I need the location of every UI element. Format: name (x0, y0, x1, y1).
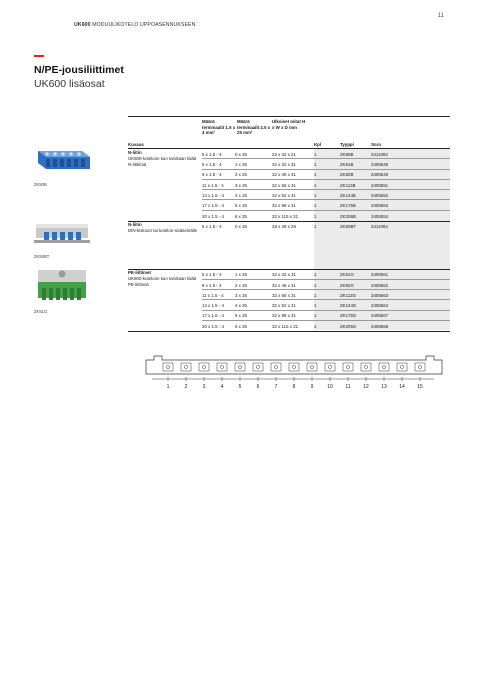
table-cell: ZK82B (340, 172, 354, 178)
table-cell: 3405548 (371, 162, 389, 168)
table-cell: 23 x 32 x 21 (272, 151, 296, 157)
table-bottom-rule (128, 331, 450, 332)
table-cell: ZK113G (340, 292, 357, 298)
page-title: N/PE-jousiliittimet (34, 64, 124, 76)
table-cell: ZK50BT (340, 224, 357, 230)
table-cell: ZK175B (340, 203, 356, 209)
terminal-screw (292, 365, 295, 368)
header-snro: Snro (371, 142, 382, 147)
table-cell: ZK50B (340, 151, 354, 157)
header-kpl: Kpl (314, 142, 322, 147)
table-cell: ZK144G (340, 303, 357, 309)
table-cell: 0 x 25 (235, 224, 247, 230)
terminal-unit (199, 363, 209, 371)
header-tyyppi: Tyyppi (340, 142, 354, 147)
diagram-number: 11 (345, 384, 351, 390)
header-text: MODUULIKOTELO UPPOASENNUKSEEN (92, 22, 196, 28)
diagram-number: 8 (292, 384, 296, 390)
terminal-screw (220, 365, 223, 368)
terminal-screw (418, 365, 421, 368)
product-image-zk50bt (32, 218, 94, 257)
terminal-screw (328, 365, 331, 368)
table-cell: 1 (314, 282, 317, 288)
table-cell: 5 x 1.5 - 4 (202, 162, 222, 168)
table-row (202, 290, 450, 300)
table-cell: 32 x 49 x 31 (272, 282, 296, 288)
diagram-number: 12 (363, 384, 369, 390)
table-cell: 14 x 1.5 - 4 (202, 192, 224, 198)
table-cell: 32 x 32 x 31 (272, 162, 296, 168)
table-cell: 1 x 25 (235, 162, 247, 168)
table-cell: ZK51B (340, 162, 354, 168)
diagram-number: 6 (256, 384, 260, 390)
terminal-unit (379, 363, 389, 371)
table-row (202, 149, 450, 159)
diagram-number: 1 (166, 384, 170, 390)
table-row (202, 321, 450, 331)
header-dimensions: Ulkoiset mitat H x W x D mm (272, 119, 306, 130)
table-cell: 20 x 1.5 - 4 (202, 323, 224, 329)
table-cell: 17 x 1.5 - 4 (202, 203, 224, 209)
table-cell: 28 x 39 x 29 (272, 224, 296, 230)
table-cell: 3405554 (371, 213, 389, 219)
product-label-zk51g: ZK51G (34, 309, 48, 314)
table-cell: 32 x 98 x 31 (272, 203, 296, 209)
table-cell: 1 (314, 313, 317, 319)
diagram-number: 9 (310, 384, 314, 390)
table-cell: 1 (314, 224, 317, 230)
group-name-pe-liittimet: PE-liittimet (128, 270, 151, 275)
table-cell: 1 (314, 272, 317, 278)
terminal-unit (289, 363, 299, 371)
terminal-diagram (144, 354, 444, 400)
table-cell: 5 x 1.5 - 4 (202, 151, 222, 157)
table-cell: 32 x 115 x 31 (272, 213, 299, 219)
table-cell: 32 x 49 x 31 (272, 172, 296, 178)
product-image-zk50b (32, 145, 94, 182)
table-cell: 3 x 25 (235, 292, 247, 298)
table-cell: 1 (314, 182, 317, 188)
terminal-unit (235, 363, 245, 371)
table-cell: 3405567 (371, 313, 389, 319)
group-name-n-liitin: N-liitin (128, 150, 142, 155)
table-cell: 3411093 (371, 224, 388, 230)
terminal-unit (343, 363, 353, 371)
table-cell: 4 x 25 (235, 192, 247, 198)
table-cell: 1 (314, 203, 317, 209)
terminal-screw (274, 365, 277, 368)
terminal-unit (163, 363, 173, 371)
table-cell: 4 x 25 (235, 303, 247, 309)
table-cell: ZK113B (340, 182, 356, 188)
terminal-unit (361, 363, 371, 371)
terminal-unit (253, 363, 263, 371)
table-cell: 3405562 (371, 282, 389, 288)
table-top-rule (128, 116, 450, 117)
table-row (202, 170, 450, 180)
diagram-number: 14 (399, 384, 405, 390)
table-cell: 2 x 25 (235, 172, 247, 178)
table-cell: 32 x 32 x 31 (272, 272, 296, 278)
table-cell: 3405549 (371, 172, 389, 178)
table-cell: 32 x 82 x 31 (272, 192, 296, 198)
table-cell: 1 (314, 303, 317, 309)
table-cell: 3405552 (371, 192, 389, 198)
terminal-unit (415, 363, 425, 371)
table-row (202, 159, 450, 169)
table-cell: ZK144B (340, 192, 356, 198)
table-cell: 6 x 25 (235, 323, 247, 329)
page-subtitle: UK600 lisäosat (34, 78, 105, 90)
accent-bar (34, 55, 44, 57)
terminal-unit (397, 363, 407, 371)
diagram-number: 7 (274, 384, 278, 390)
terminal-screw (238, 365, 241, 368)
table-cell: 3405561 (371, 272, 389, 278)
terminal-unit (271, 363, 281, 371)
table-row (202, 180, 450, 190)
table-cell: 1 (314, 151, 317, 157)
terminal-screw (400, 365, 403, 368)
table-cell: ZK51G (340, 272, 354, 278)
table-row (202, 280, 450, 290)
product-label-zk50b: ZK50B (34, 182, 47, 187)
product-label-zk50bt: ZK50BT (34, 254, 50, 259)
page-header (74, 22, 195, 28)
table-cell: 1 (314, 172, 317, 178)
terminal-screw (364, 365, 367, 368)
table-row (202, 300, 450, 310)
terminal-screw (346, 365, 349, 368)
header-brand: UK600 (74, 22, 91, 28)
terminal-screw (184, 365, 187, 368)
table-cell: 0 x 25 (235, 151, 247, 157)
table-cell: 32 x 115 x 31 (272, 323, 299, 329)
terminal-screw (382, 365, 385, 368)
table-cell: 6 x 25 (235, 213, 247, 219)
table-cell: 8 x 1.5 - 4 (202, 172, 222, 178)
header-kuvaus: Kuvaus (128, 142, 144, 147)
group-desc-n-liitin-din: DIN-kiskoon tai kotelon sisäseinälle (128, 228, 198, 233)
table-cell: 17 x 1.5 - 4 (202, 313, 224, 319)
table-cell: 3 x 25 (235, 182, 247, 188)
table-row (202, 201, 450, 211)
table-cell: 3405551 (371, 182, 389, 188)
header-terminals-large: Määrä terminaalit 2.5 x 25 mm² (237, 119, 271, 136)
page-number: 11 (437, 13, 444, 19)
table-cell: 32 x 98 x 31 (272, 313, 296, 319)
table-row (202, 211, 450, 221)
diagram-number: 15 (417, 384, 423, 390)
table-cell: 11 x 1.5 - 4 (202, 292, 224, 298)
terminal-screw (310, 365, 313, 368)
terminal-screw (202, 365, 205, 368)
terminal-unit (181, 363, 191, 371)
table-cell: ZK82G (340, 282, 354, 288)
table-cell: ZK175G (340, 313, 357, 319)
table-cell: 3405563 (371, 292, 389, 298)
table-row (202, 222, 450, 232)
table-cell: 32 x 65 x 31 (272, 292, 296, 298)
terminal-screw (166, 365, 169, 368)
group-desc-pe-liittimet: UK600-koteloon kun tarvitaan lisää PE-liittimiä (128, 276, 197, 287)
table-cell: 11 x 1.5 - 4 (202, 182, 224, 188)
table-cell: 2 x 25 (235, 282, 247, 288)
group-name-n-liitin-din: N-liitin (128, 222, 142, 227)
table-cell: 8 x 1.5 - 4 (202, 282, 222, 288)
table-cell: 5 x 25 (235, 203, 247, 209)
product-image-zk51g (32, 266, 94, 309)
table-row (202, 311, 450, 321)
table-cell: 3405564 (371, 303, 389, 309)
terminal-unit (325, 363, 335, 371)
table-cell: ZK206G (340, 323, 357, 329)
terminal-unit (217, 363, 227, 371)
table-cell: 1 (314, 323, 317, 329)
table-cell: 5 x 1.5 - 4 (202, 224, 222, 230)
table-cell: 3405553 (371, 203, 389, 209)
diagram-number: 5 (238, 384, 242, 390)
table-cell: ZK206B (340, 213, 356, 219)
table-cell: 3411093 (371, 151, 388, 157)
diagram-number: 13 (381, 384, 387, 390)
terminal-unit (307, 363, 317, 371)
table-cell: 1 (314, 192, 317, 198)
table-cell: 3405568 (371, 323, 389, 329)
table-cell: 5 x 25 (235, 313, 247, 319)
terminal-diagram-drawing (144, 354, 444, 384)
table-cell: 14 x 1.5 - 4 (202, 303, 224, 309)
diagram-number: 4 (220, 384, 224, 390)
table-cell: 5 x 1.5 - 4 (202, 272, 222, 278)
table-cell: 1 (314, 162, 317, 168)
terminal-screw (256, 365, 259, 368)
diagram-number: 10 (327, 384, 333, 390)
table-row (202, 190, 450, 200)
table-cell: 20 x 1.5 - 4 (202, 213, 224, 219)
diagram-number: 3 (202, 384, 206, 390)
table-row (202, 270, 450, 280)
diagram-number: 2 (184, 384, 188, 390)
header-terminals-small: Määrä terminaalit 1.5 x 4 mm² (202, 119, 236, 136)
table-cell: 32 x 82 x 31 (272, 303, 296, 309)
group-desc-n-liitin: UK600-koteloon kun tarvitaan lisää N-liittimiä (128, 156, 197, 167)
table-cell: 1 (314, 213, 317, 219)
table-cell: 1 x 25 (235, 272, 247, 278)
table-cell: 1 (314, 292, 317, 298)
table-cell: 32 x 65 x 31 (272, 182, 296, 188)
